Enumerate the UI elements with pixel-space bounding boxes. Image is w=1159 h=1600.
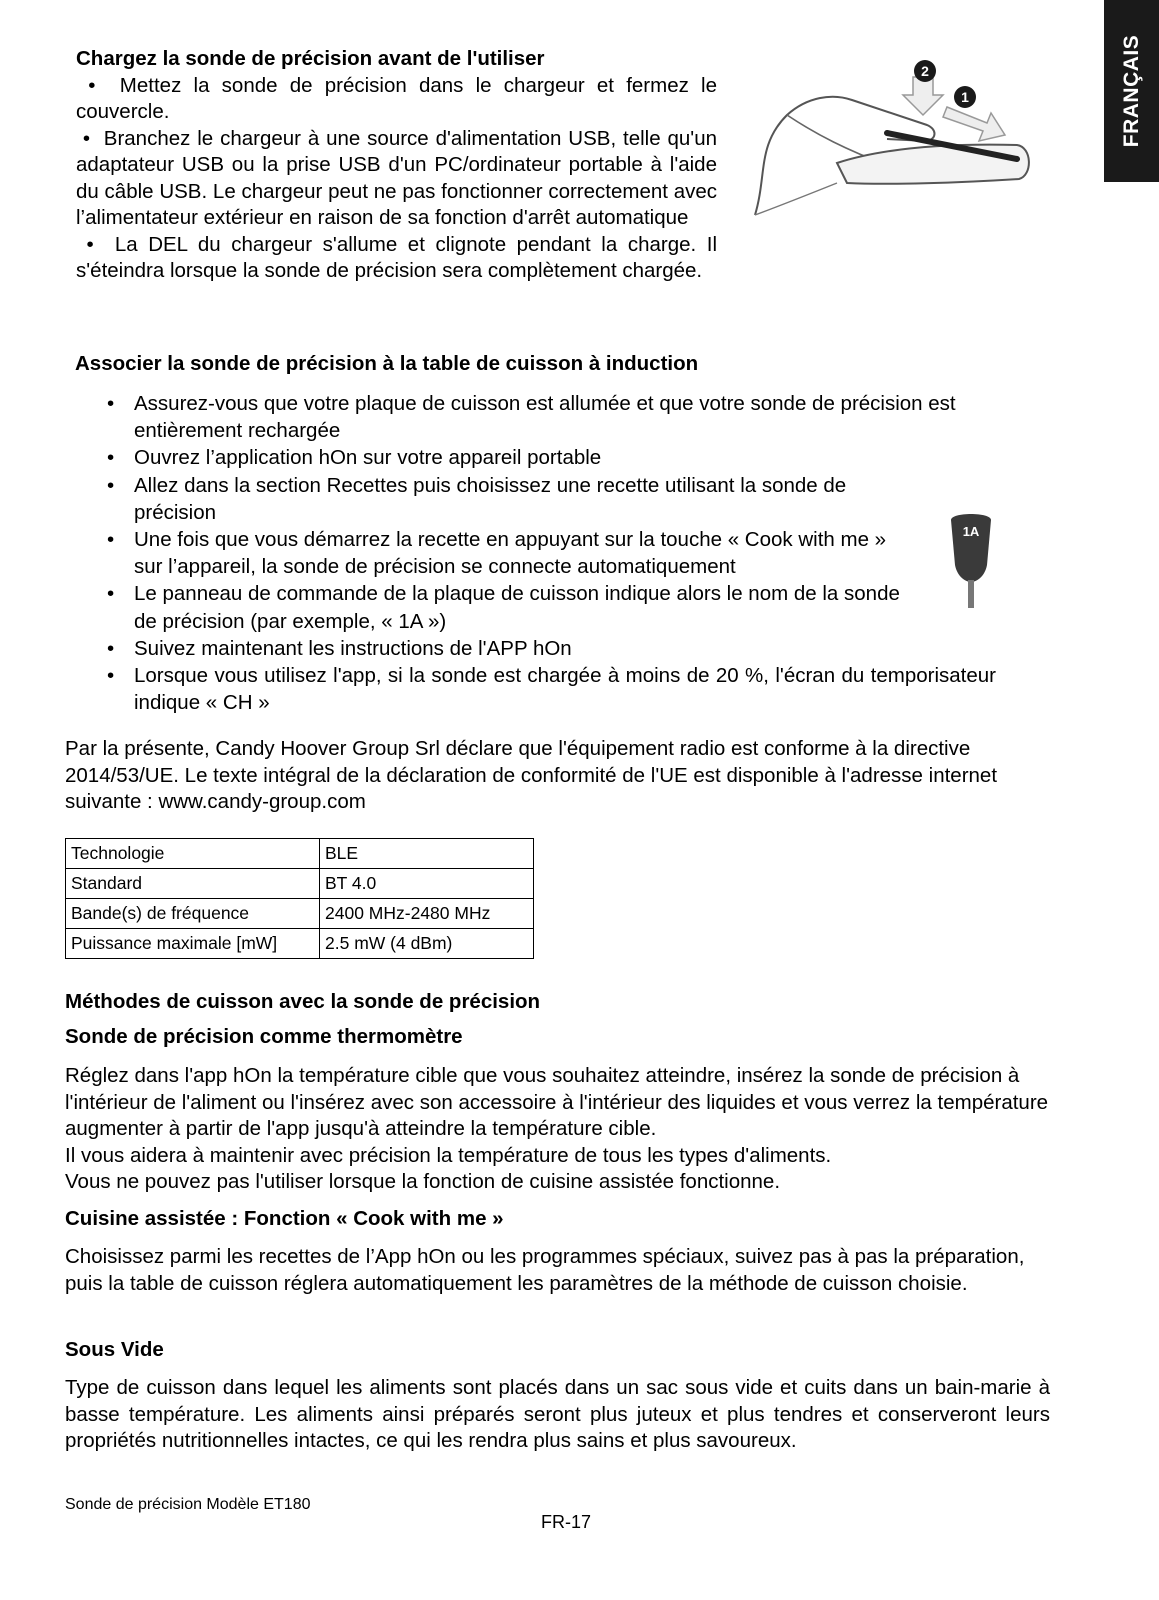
probe-label: 1A: [962, 524, 980, 539]
thermo-heading: Sonde de précision comme thermomètre: [65, 1025, 463, 1048]
table-row: [66, 929, 534, 959]
pairing-item-5: • Le panneau de commande de la plaque de cuisson indique alors le nom de la sonde de précision (par exemple, « 1A »): [65, 580, 996, 634]
pairing-item-2: • Ouvrez l’application hOn sur votre appareil portable: [65, 444, 996, 471]
charge-item-1: • Mettez la sonde de précision dans le chargeur et fermez le couvercle.: [76, 73, 718, 123]
cook-with-me-heading: Cuisine assistée : Fonction « Cook with me »: [65, 1207, 504, 1230]
charge-item-2: • Branchez le chargeur à une source d'alimentation USB, telle qu'un adaptateur USB ou la prise USB d'un PC/ordinateur portable à l'aide du câble USB. Le chargeur peut ne pas fonctionner correctement avec l’alimentateur extérieur en raison de sa fonction d'arrêt automatique: [76, 126, 717, 229]
charge-item-3: • La DEL du chargeur s'allume et clignote pendant la charge. Il s'éteindra lorsque la sonde de précision sera complètement chargée.: [76, 232, 717, 282]
methods-heading: Méthodes de cuisson avec la sonde de précision: [65, 990, 541, 1013]
table-cell: Technologie: [66, 839, 320, 869]
section-pairing-heading: Associer la sonde de précision à la table de cuisson à induction: [75, 352, 699, 375]
language-tab-label: FRANÇAIS: [1119, 34, 1143, 148]
cook-with-me-text: Choisissez parmi les recettes de l’App hOn ou les programmes spéciaux, suivez pas à pas la préparation, puis la table de cuisson réglera automatiquement les paramètres de la méthode de cuisson choisie.: [65, 1245, 1025, 1295]
table-row: [66, 899, 534, 929]
language-tab: [1104, 0, 1159, 182]
step-1-label: 1: [961, 89, 969, 105]
spec-table: [65, 838, 534, 959]
table-cell: BLE: [320, 839, 534, 869]
table-row: [66, 839, 534, 869]
charger-illustration: [737, 55, 1037, 230]
table-cell: Standard: [66, 869, 320, 899]
table-cell: 2.5 mW (4 dBm): [320, 929, 534, 959]
table-cell: 2400 MHz-2480 MHz: [320, 899, 534, 929]
pairing-list: [65, 390, 996, 716]
thermo-text: [65, 1063, 1057, 1196]
declaration-text: Par la présente, Candy Hoover Group Srl déclare que l'équipement radio est conforme à la directive 2014/53/UE. Le texte intégral de la déclaration de conformité de l'UE est disponible à l'adresse internet suivante : www.candy-group.com: [65, 737, 998, 813]
page-number: FR-17: [541, 1512, 592, 1532]
pairing-item-4: • Une fois que vous démarrez la recette en appuyant sur la touche « Cook with me » sur l’appareil, la sonde de précision se connecte automatiquement: [65, 526, 996, 580]
table-cell: BT 4.0: [320, 869, 534, 899]
pairing-item-3: • Allez dans la section Recettes puis choisissez une recette utilisant la sonde de précision: [65, 472, 996, 526]
sous-vide-heading: Sous Vide: [65, 1338, 164, 1361]
section-charge-heading: Chargez la sonde de précision avant de l'utiliser: [76, 47, 545, 70]
pairing-item-6: • Suivez maintenant les instructions de l'APP hOn: [65, 635, 996, 662]
step-2-label: 2: [921, 63, 929, 79]
thermo-line-2: Il vous aidera à maintenir avec précision la température de tous les types d'aliments.: [65, 1143, 832, 1167]
sous-vide-text: Type de cuisson dans lequel les aliments sont placés dans un sac sous vide et cuits dans un bain-marie à basse température. Les aliments ainsi préparés seront plus juteux et plus tendres et conserveront leurs propriétés nutritionnelles intactes, ce qui les rendra plus sains et plus savoureux.: [65, 1376, 1050, 1452]
probe-illustration: [945, 510, 997, 610]
section-charge: [76, 46, 717, 285]
pairing-item-1: • Assurez-vous que votre plaque de cuisson est allumée et que votre sonde de précision est entièrement rechargée: [65, 390, 996, 444]
table-cell: Bande(s) de fréquence: [66, 899, 320, 929]
table-cell: Puissance maximale [mW]: [66, 929, 320, 959]
thermo-line-3: Vous ne pouvez pas l'utiliser lorsque la fonction de cuisine assistée fonctionne.: [65, 1170, 781, 1193]
footer-model: Sonde de précision Modèle ET180: [65, 1496, 311, 1513]
thermo-line-1: Réglez dans l'app hOn la température cible que vous souhaitez atteindre, insérez la sonde de précision à l'intérieur de l'aliment ou l'insérez avec son accessoire à l'intérieur des liquides et vous verrez la température augmenter à partir de l'app jusqu'à atteindre la température cible.: [65, 1064, 1049, 1140]
table-row: [66, 869, 534, 899]
pairing-item-7: • Lorsque vous utilisez l'app, si la sonde est chargée à moins de 20 %, l'écran du temporisateur indique « CH »: [65, 662, 996, 716]
